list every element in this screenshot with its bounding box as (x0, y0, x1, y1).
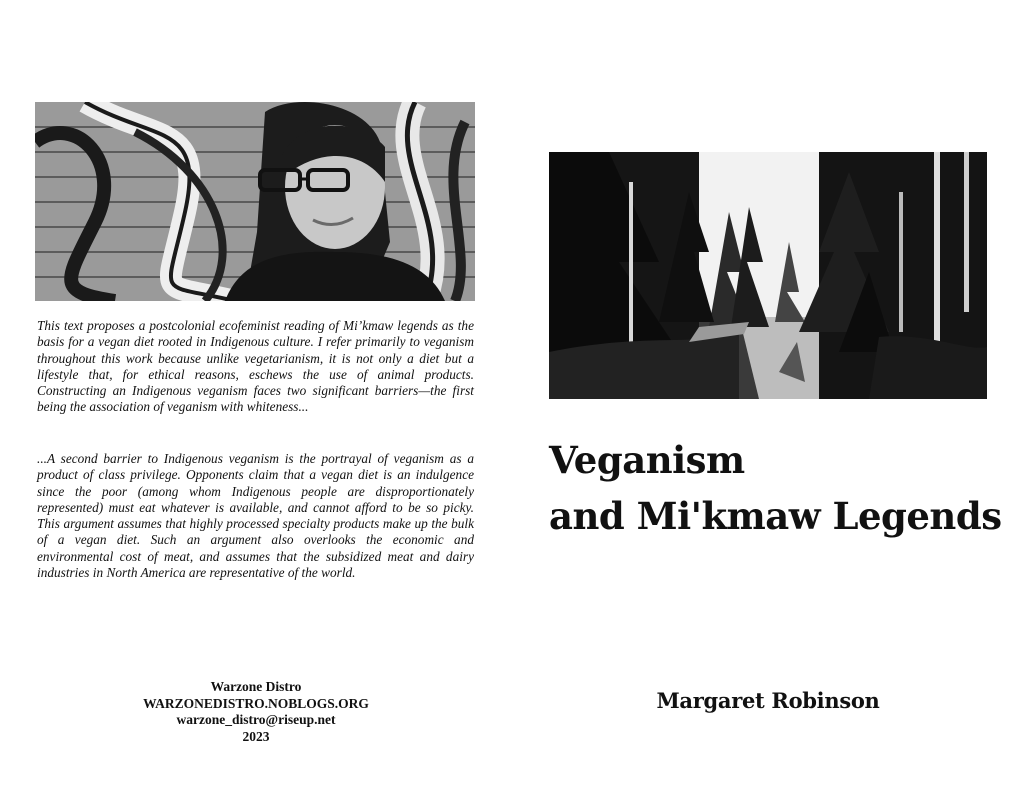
book-title-line-2: and Mi'kmaw Legends (549, 494, 1002, 538)
back-cover-excerpt-1: This text proposes a postcolonial ecofeminist reading of Mi’kmaw legends as the basis for a vegan diet rooted in Indigenous culture. I refer primarily to veganism throughout this work because unlike vegetarianism, it is not only a diet but a lifestyle that, for ethical reasons, eschews the use of animal products. Constructing an Indigenous veganism faces two significant barriers—the first being the association of veganism with whiteness... (37, 318, 474, 415)
publisher-email: warzone_distro@riseup.net (176, 712, 336, 728)
publication-year: 2023 (242, 728, 270, 744)
publisher-name: Warzone Distro (210, 679, 302, 694)
publisher-info (96, 679, 416, 745)
author-name: Margaret Robinson (656, 688, 880, 713)
forest-river-photo (549, 152, 987, 399)
book-title-line-1: Veganism (549, 438, 745, 482)
publisher-website: WARZONEDISTRO.NOBLOGS.ORG (143, 695, 369, 711)
back-cover-excerpt-2: ...A second barrier to Indigenous veganism is the portrayal of veganism as a product of class privilege. Opponents claim that a vegan diet is an indulgence since the poor (among whom Indigenous people are disproportionately represented) must eat whatever is available, and cannot afford to be so picky. This argument assumes that highly processed specialty products make up the bulk of a vegan diet. Such an argument also overlooks the economic and environmental cost of meat, and assumes that the subsidized meat and dairy industries in North America are representative of the world. (37, 451, 474, 581)
author-portrait-photo (35, 102, 475, 301)
book-title (549, 432, 1019, 544)
